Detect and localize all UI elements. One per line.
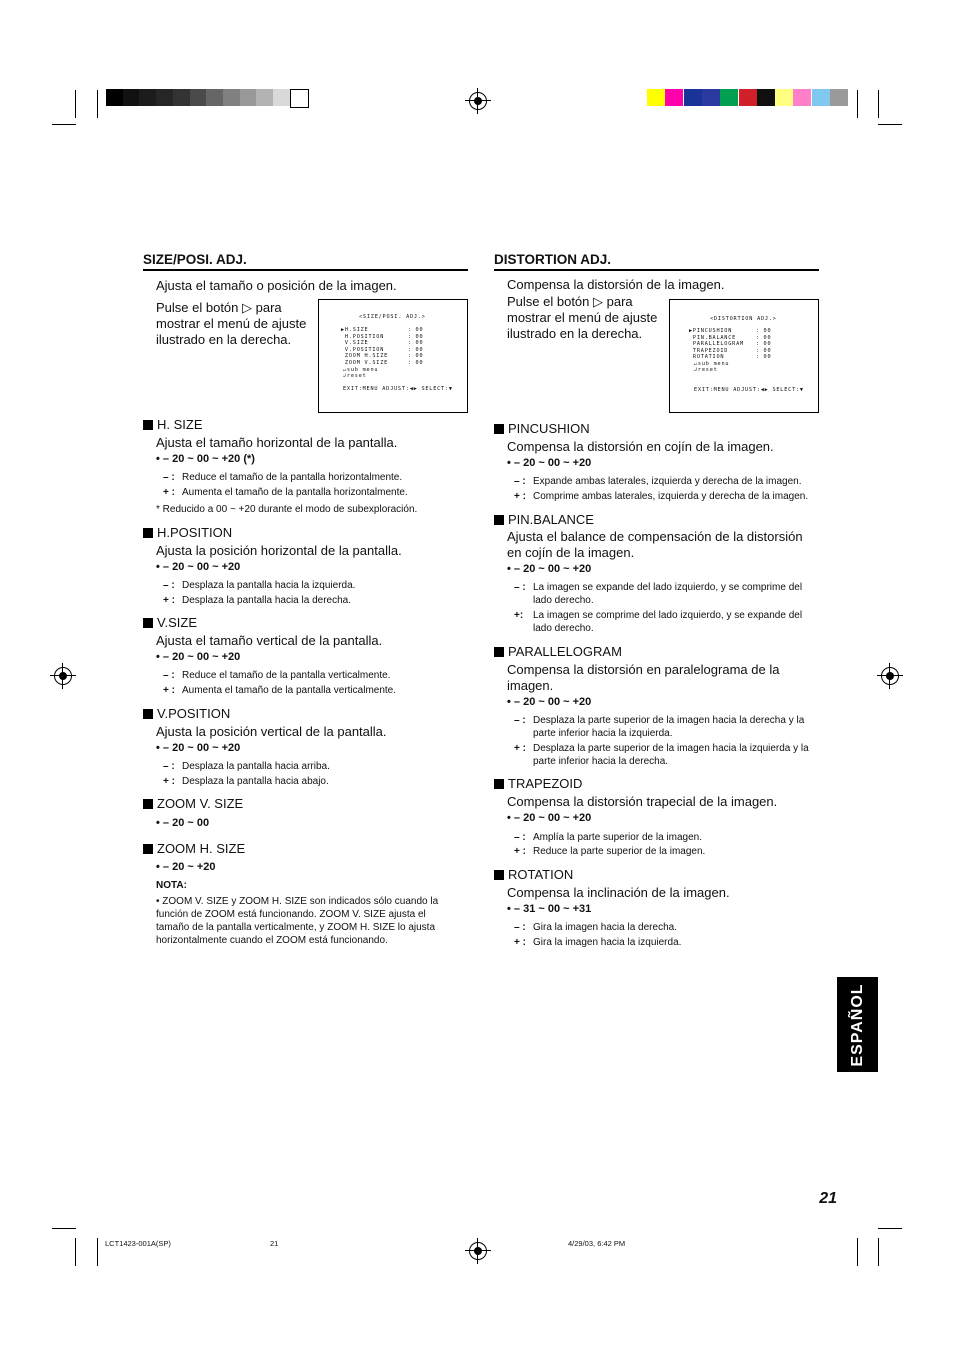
plus-effect (514, 742, 819, 768)
color-swatch (684, 89, 702, 106)
sign-text: Gira la imagen hacia la izquierda. (533, 937, 682, 948)
sign-label: – : (514, 582, 526, 593)
item-range: • – 31 ~ 00 ~ +31 (507, 903, 592, 915)
osd-sub-menu: ↵sub menu (343, 367, 379, 373)
plus-effect (514, 845, 819, 858)
item-name: TRAPEZOID (508, 776, 583, 791)
sign-label: + : (514, 937, 526, 948)
color-swatch (739, 89, 757, 106)
minus-effect (514, 714, 819, 740)
square-bullet-icon (494, 424, 504, 434)
item-footnote: * Reducido a 00 ~ +20 durante el modo de subexploración. (156, 504, 418, 515)
color-swatch (812, 89, 830, 106)
sign-text: Gira la imagen hacia la derecha. (533, 922, 677, 933)
language-tab (837, 977, 878, 1072)
item-heading-0 (143, 417, 203, 432)
sign-text: La imagen se comprime del lado izquierdo, y se expande del lado derecho. (533, 610, 803, 634)
gray-swatch (156, 89, 173, 106)
registration-mark-icon (54, 667, 72, 685)
gray-swatch (290, 89, 309, 108)
item-heading-2 (143, 615, 197, 630)
section-rule (143, 269, 468, 271)
square-bullet-icon (143, 528, 153, 538)
minus-effect (514, 831, 819, 844)
sign-label: – : (514, 715, 526, 726)
item-name: V.SIZE (157, 615, 197, 630)
crop-mark (75, 1238, 76, 1266)
sign-label: + : (163, 685, 175, 696)
item-range: • – 20 ~ 00 ~ +20 (507, 563, 592, 575)
item-heading-2 (494, 644, 622, 659)
item-description: Compensa la distorsión en cojín de la imagen. (507, 439, 774, 454)
item-name: ZOOM V. SIZE (157, 796, 244, 811)
crop-mark (97, 1238, 98, 1266)
sign-text: Reduce el tamaño de la pantalla horizontalmente. (182, 472, 403, 483)
osd-menu-illustration (669, 299, 819, 413)
square-bullet-icon (143, 844, 153, 854)
osd-sub-menu: ↵sub menu (694, 361, 730, 367)
item-heading-0 (494, 421, 590, 436)
osd-rows: ▶H.SIZE : 00 H.POSITION : 00 V.SIZE : 00 V.POSITION : 00 ZOOM H.SIZE : 00 ZOOM V.SIZE : 00 (341, 327, 424, 366)
item-description: Compensa la distorsión trapecial de la imagen. (507, 794, 778, 809)
color-swatch (702, 89, 720, 106)
crop-mark (52, 124, 76, 125)
item-heading-1 (143, 525, 232, 540)
square-bullet-icon (494, 870, 504, 880)
sign-text: Aumenta el tamaño de la pantalla horizontalmente. (182, 487, 408, 498)
footer-page: 21 (270, 1239, 279, 1248)
minus-effect (514, 581, 819, 607)
sign-label: – : (163, 472, 175, 483)
sign-text: Desplaza la pantalla hacia abajo. (182, 776, 329, 787)
gray-swatch (190, 89, 207, 106)
square-bullet-icon (143, 709, 153, 719)
sign-label: – : (514, 832, 526, 843)
item-heading-4 (143, 796, 243, 811)
osd-menu-illustration (318, 299, 468, 413)
registration-mark-icon (469, 92, 487, 110)
section-title-size-posi: SIZE/POSI. ADJ. (143, 252, 247, 267)
nota-text: • ZOOM V. SIZE y ZOOM H. SIZE son indicados sólo cuando la función de ZOOM está funcionando. ZOOM V. SIZE ajusta el tamaño de la pantalla verticalmente, y ZOOM H. SIZE lo ajusta horizontalmente cuando el ZOOM está funcionando. (156, 896, 439, 946)
sign-text: Aumenta el tamaño de la pantalla verticalmente. (182, 685, 397, 696)
gray-swatch (256, 89, 273, 106)
minus-effect (163, 669, 463, 682)
sign-text: Amplía la parte superior de la imagen. (533, 832, 702, 843)
item-range: • – 20 ~ 00 ~ +20 (156, 742, 241, 754)
section-instructions: Pulse el botón ▷ para mostrar el menú de ajuste ilustrado en la derecha. (156, 300, 307, 347)
crop-mark (97, 90, 98, 118)
gray-swatch (273, 89, 290, 106)
square-bullet-icon (494, 515, 504, 525)
crop-mark (878, 1228, 902, 1229)
osd-footer: EXIT:MENU ADJUST:◀▶ SELECT:▼ (343, 386, 453, 392)
section-intro: Compensa la distorsión de la imagen. (507, 277, 725, 292)
item-name: PARALLELOGRAM (508, 644, 622, 659)
nota-label: NOTA: (156, 880, 187, 891)
minus-effect (163, 579, 463, 592)
color-swatch (775, 89, 793, 106)
plus-effect (163, 486, 463, 499)
plus-effect (514, 936, 819, 949)
osd-rows: ▶PINCUSHION : 00 PIN.BALANCE : 00 PARALLELOGRAM : 00 TRAPEZOID : 00 ROTATION : 00 (689, 328, 772, 361)
crop-mark (857, 1238, 858, 1266)
item-heading-3 (143, 706, 230, 721)
registration-mark-icon (469, 1242, 487, 1260)
plus-effect (514, 490, 819, 503)
item-heading-1 (494, 512, 594, 527)
osd-reset: ↲reset (694, 367, 718, 373)
sign-label: + : (163, 776, 175, 787)
item-heading-5 (143, 841, 245, 856)
sign-text: Desplaza la parte superior de la imagen hacia la derecha y la parte inferior hacia la izquierda. (533, 715, 805, 739)
sign-text: Expande ambas laterales, izquierda y derecha de la imagen. (533, 476, 802, 487)
sign-label: – : (163, 580, 175, 591)
sign-text: Desplaza la pantalla hacia la derecha. (182, 595, 351, 606)
crop-mark (878, 90, 879, 118)
footer-code: LCT1423-001A(SP) (105, 1239, 171, 1248)
item-range: • – 20 ~ 00 (156, 817, 210, 829)
section-rule (494, 269, 819, 271)
sign-label: – : (163, 761, 175, 772)
sign-text: Desplaza la parte superior de la imagen hacia la izquierda y la parte inferior hacia la derecha. (533, 743, 809, 767)
sign-text: Desplaza la pantalla hacia la izquierda. (182, 580, 356, 591)
minus-effect (514, 475, 819, 488)
item-description: Ajusta la posición horizontal de la pantalla. (156, 543, 402, 558)
sign-text: Comprime ambas laterales, izquierda y derecha de la imagen. (533, 491, 809, 502)
item-description: Ajusta la posición vertical de la pantalla. (156, 724, 387, 739)
plus-effect (163, 684, 463, 697)
crop-mark (52, 1228, 76, 1229)
minus-effect (163, 471, 463, 484)
gray-swatch (139, 89, 156, 106)
sign-label: + : (514, 491, 526, 502)
language-tab-label: ESPAÑOL (848, 982, 866, 1067)
sign-text: Reduce la parte superior de la imagen. (533, 846, 706, 857)
gray-swatch (123, 89, 140, 106)
item-range: • – 20 ~ 00 ~ +20 (156, 561, 241, 573)
gray-swatch (206, 89, 223, 106)
item-heading-3 (494, 776, 582, 791)
osd-footer: EXIT:MENU ADJUST:◀▶ SELECT:▼ (694, 387, 804, 393)
gray-swatch (106, 89, 123, 106)
crop-mark (857, 90, 858, 118)
item-description: Ajusta el tamaño vertical de la pantalla. (156, 633, 383, 648)
item-range: • – 20 ~ 00 ~ +20 (507, 457, 592, 469)
item-name: V.POSITION (157, 706, 231, 721)
item-description: Ajusta el balance de compensación de la distorsión en cojín de la imagen. (507, 529, 803, 560)
color-swatch (720, 89, 738, 106)
item-name: ROTATION (508, 867, 574, 882)
sign-label: + : (514, 846, 526, 857)
registration-mark-icon (881, 667, 899, 685)
item-name: PINCUSHION (508, 421, 590, 436)
color-swatch (830, 89, 848, 106)
minus-effect (163, 760, 463, 773)
minus-effect (514, 921, 819, 934)
section-title-distortion: DISTORTION ADJ. (494, 252, 612, 267)
sign-text: La imagen se expande del lado izquierdo, y se comprime del lado derecho. (533, 582, 803, 606)
sign-label: – : (514, 476, 526, 487)
sign-text: Desplaza la pantalla hacia arriba. (182, 761, 330, 772)
square-bullet-icon (143, 618, 153, 628)
plus-effect (514, 609, 819, 635)
color-swatch (665, 89, 683, 106)
section-instructions: Pulse el botón ▷ para mostrar el menú de ajuste ilustrado en la derecha. (507, 294, 658, 341)
square-bullet-icon (494, 779, 504, 789)
item-range: • – 20 ~ 00 ~ +20 (507, 812, 592, 824)
crop-mark (75, 90, 76, 118)
sign-label: + : (163, 595, 175, 606)
osd-reset: ↲reset (343, 373, 367, 379)
item-name: H. SIZE (157, 417, 203, 432)
page-number: 21 (819, 1190, 837, 1207)
item-range: • – 20 ~ 00 ~ +20 (156, 651, 241, 663)
item-range: • – 20 ~ 00 ~ +20 (507, 696, 592, 708)
gray-swatch (223, 89, 240, 106)
sign-label: – : (163, 670, 175, 681)
square-bullet-icon (143, 420, 153, 430)
sign-text: Reduce el tamaño de la pantalla verticalmente. (182, 670, 391, 681)
item-description: Compensa la inclinación de la imagen. (507, 885, 730, 900)
sign-label: +: (514, 610, 524, 621)
item-name: PIN.BALANCE (508, 512, 594, 527)
sign-label: + : (163, 487, 175, 498)
sign-label: – : (514, 922, 526, 933)
item-heading-4 (494, 867, 573, 882)
gray-swatch (240, 89, 257, 106)
crop-mark (878, 1238, 879, 1266)
crop-mark (878, 124, 902, 125)
gray-swatch (173, 89, 190, 106)
item-name: H.POSITION (157, 525, 233, 540)
square-bullet-icon (143, 799, 153, 809)
item-name: ZOOM H. SIZE (157, 841, 246, 856)
osd-header: <SIZE/POSI. ADJ.> (359, 314, 426, 320)
item-description: Ajusta el tamaño horizontal de la pantalla. (156, 435, 398, 450)
item-range: • – 20 ~ 00 ~ +20 (*) (156, 453, 255, 465)
plus-effect (163, 594, 463, 607)
footer-date: 4/29/03, 6:42 PM (568, 1239, 626, 1248)
color-swatch (793, 89, 811, 106)
square-bullet-icon (494, 647, 504, 657)
section-intro: Ajusta el tamaño o posición de la imagen. (156, 278, 397, 293)
osd-header: <DISTORTION ADJ.> (710, 316, 777, 322)
plus-effect (163, 775, 463, 788)
item-description: Compensa la distorsión en paralelograma de la imagen. (507, 662, 780, 693)
color-swatch (757, 89, 775, 106)
color-swatch (647, 89, 665, 106)
item-range: • – 20 ~ +20 (156, 861, 216, 873)
sign-label: + : (514, 743, 526, 754)
